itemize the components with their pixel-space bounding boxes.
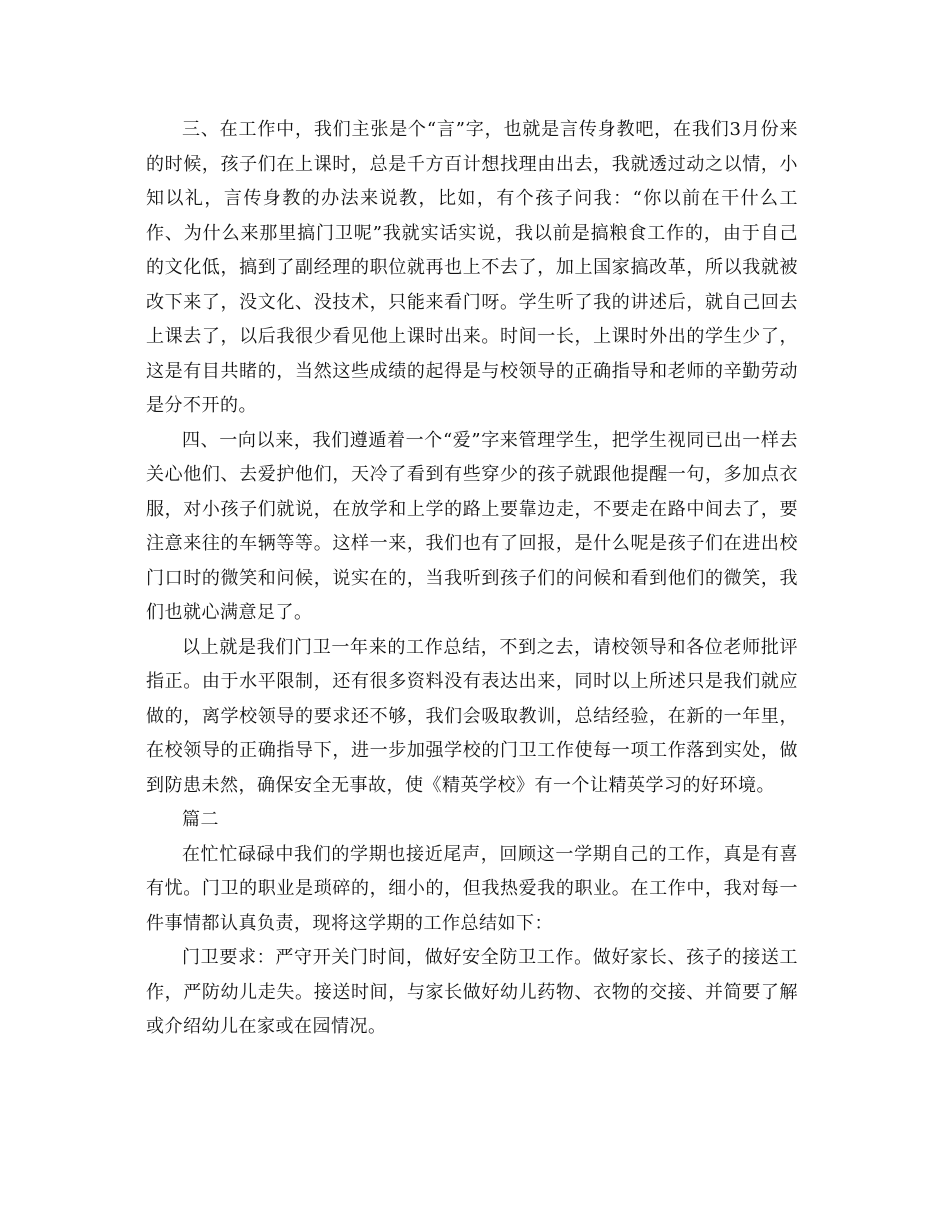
paragraph-section-three: 三、在工作中，我们主张是个“言”字，也就是言传身教吧，在我们3月份来的时候，孩子们在上课时，总是千方百计想找理由出去，我就透过动之以情，小知以礼，言传身教的办法来说教，比如，有个孩子问我：“你以前在干什么工作、为什么来那里搞门卫呢”我就实话实说，我以前是搞粮食工作的，由于自己的文化低，搞到了副经理的职位就再也上不去了，加上国家搞改革，所以我就被改下来了，没文化、没技术，只能来看门呀。学生听了我的讲述后，就自己回去上课去了，以后我很少看见他上课时出来。时间一长，上课时外出的学生少了，这是有目共睹的，当然这些成绩的起得是与校领导的正确指导和老师的辛勤劳动是分不开的。 (146, 119, 798, 416)
paragraph-section-four: 四、一向以来，我们遵遁着一个“爱”字来管理学生，把学生视同已出一样去关心他们、去爱护他们，天冷了看到有些穿少的孩子就跟他提醒一句，多加点衣服，对小孩子们就说，在放学和上学的路上要靠边走，不要走在路中间去了，要注意来往的车辆等等。这样一来，我们也有了回报，是什么呢是孩子们在进出校门口时的微笑和问候，说实在的，当我听到孩子们的问候和看到他们的微笑，我们也就心满意足了。 (146, 429, 798, 623)
paragraph-part-two-intro: 在忙忙碌碌中我们的学期也接近尾声，回顾这一学期自己的工作，真是有喜有忧。门卫的职业是琐碎的，细小的，但我热爱我的职业。在工作中，我对每一件事情都认真负责，现将这学期的工作总结如下： (146, 843, 798, 934)
section-heading-part-two: 篇二 (182, 809, 219, 830)
paragraph-conclusion: 以上就是我们门卫一年来的工作总结，不到之去，请校领导和各位老师批评指正。由于水平限制，还有很多资料没有表达出来，同时以上所述只是我们就应做的，离学校领导的要求还不够，我们会吸取教训，总结经验，在新的一年里，在校领导的正确指导下，进一步加强学校的门卫工作使每一项工作落到实处，做到防患未然，确保安全无事故，使《精英学校》有一个让精英学习的好环境。 (146, 636, 798, 796)
paragraph-gatekeeper-requirements: 门卫要求：严守开关门时间，做好安全防卫工作。做好家长、孩子的接送工作，严防幼儿走失。接送时间，与家长做好幼儿药物、衣物的交接、并简要了解或介绍幼儿在家或在园情况。 (146, 947, 798, 1037)
document-body (146, 113, 798, 1045)
